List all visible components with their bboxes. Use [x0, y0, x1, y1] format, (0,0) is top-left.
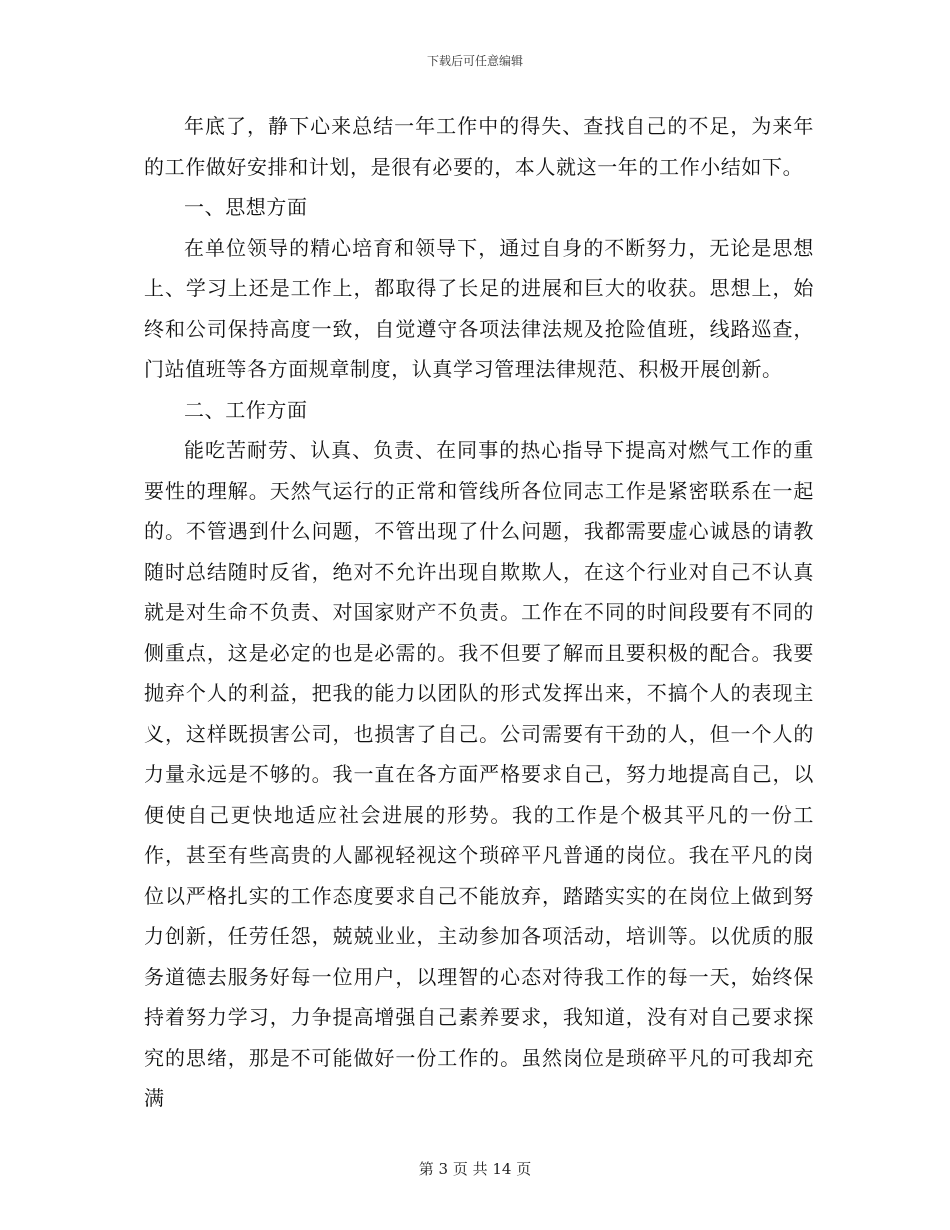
intro-paragraph: 年底了，静下心来总结一年工作中的得失、查找自己的不足，为来年的工作做好安排和计划，是很有必要的，本人就这一年的工作小结如下。: [144, 114, 814, 179]
section-heading-thought: 一、思想方面: [184, 195, 308, 219]
work-paragraph: 能吃苦耐劳、认真、负责、在同事的热心指导下提高对燃气工作的重要性的理解。天然气运行的正常和管线所各位同志工作是紧密联系在一起的。不管遇到什么问题，不管出现了什么问题，我都需要虚心诚恳的请教随时总结随时反省，绝对不允许出现自欺欺人，在这个行业对自己不认真就是对生命不负责、对国家财产不负责。工作在不同的时间段要有不同的侧重点，这是必定的也是必需的。我不但要了解而且要积极的配合。我要抛弃个人的利益，把我的能力以团队的形式发挥出来，不搞个人的表现主义，这样既损害公司，也损害了自己。公司需要有干劲的人，但一个人的力量永远是不够的。我一直在各方面严格要求自己，努力地提高自己，以便使自己更快地适应社会进展的形势。我的工作是个极其平凡的一份工作，甚至有些高贵的人鄙视轻视这个琐碎平凡普通的岗位。我在平凡的岗位以严格扎实的工作态度要求自己不能放弃，踏踏实实的在岗位上做到努力创新，任劳任怨，兢兢业业，主动参加各项活动，培训等。以优质的服务道德去服务好每一位用户，以理智的心态对待我工作的每一天，始终保持着努力学习，力争提高增强自己素养要求，我知道，没有对自己要求探究的思绪，那是不可能做好一份工作的。虽然岗位是琐碎平凡的可我却充满: [144, 438, 814, 1110]
page-number-footer: 第 3 页 共 14 页: [418, 1160, 532, 1178]
section-heading-work: 二、工作方面: [184, 397, 308, 422]
page-header-note: 下载后可任意编辑: [426, 54, 523, 68]
document-body: [144, 106, 814, 1119]
thought-paragraph: 在单位领导的精心培育和领导下，通过自身的不断努力，无论是思想上、学习上还是工作上，都取得了长足的进展和巨大的收获。思想上，始终和公司保持高度一致，自觉遵守各项法律法规及抢险值班，线路巡查，门站值班等各方面规章制度，认真学习管理法律规范、积极开展创新。: [144, 235, 814, 381]
